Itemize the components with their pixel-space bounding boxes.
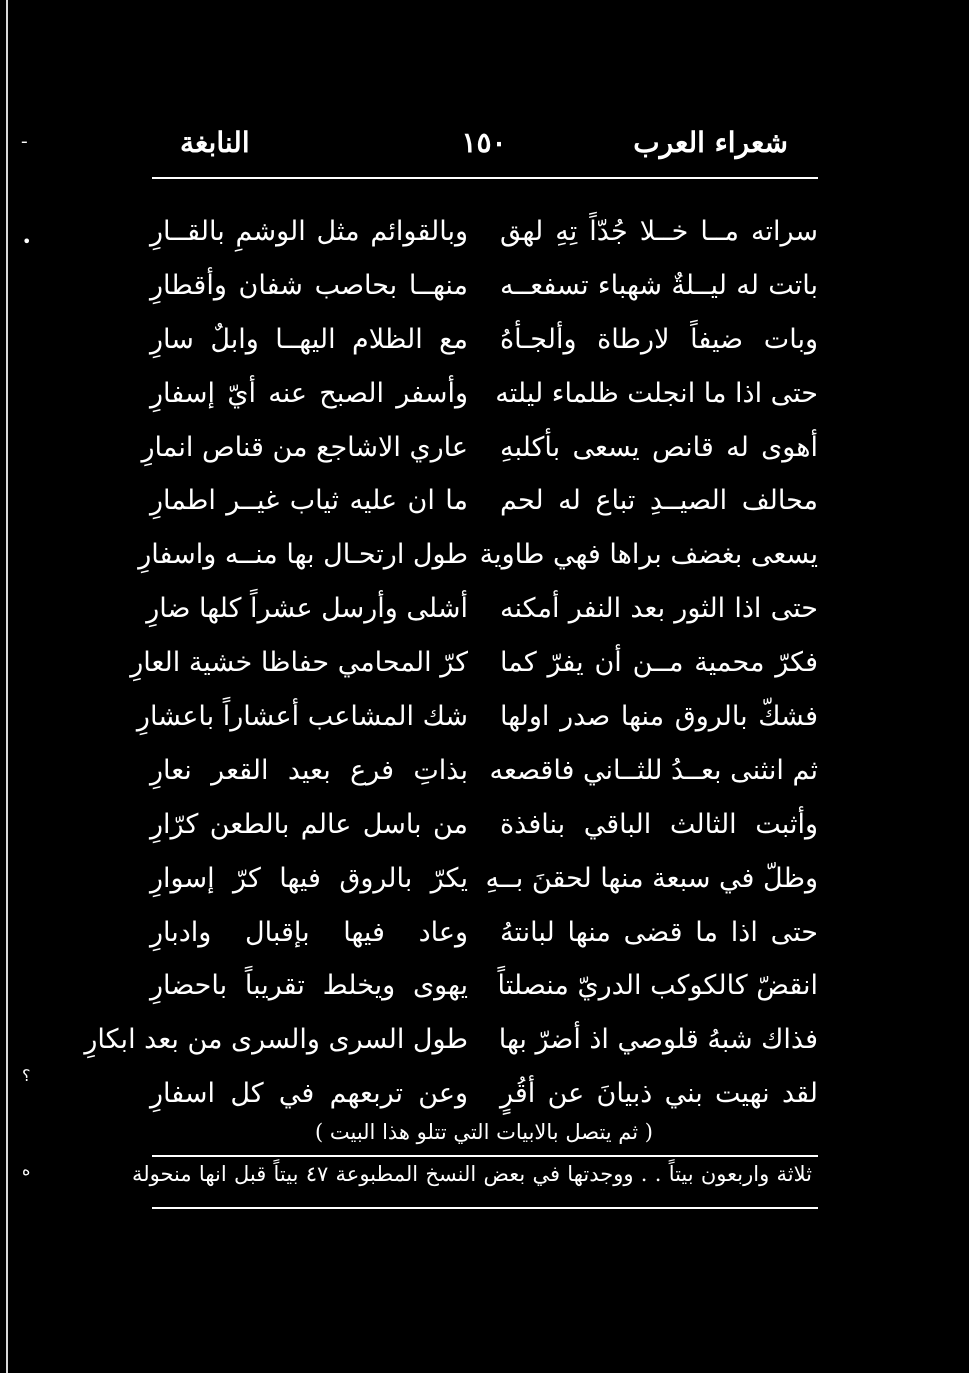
verse: [146, 587, 818, 641]
verse: [84, 1018, 818, 1072]
verse: [136, 695, 818, 749]
verse-second-hemistich: من باسل عالم بالطعن كرّارِ: [150, 808, 468, 840]
verse-second-hemistich: كرّ المحامي حفاظا خشية العارِ: [130, 647, 468, 679]
verse: [150, 318, 818, 372]
verse-first-hemistich: باتت له ليــلةٌ شهباء تسفعــه: [500, 269, 818, 301]
verse-second-hemistich: شك المشاعب أعشاراً باعشارِ: [136, 701, 468, 733]
verse-first-hemistich: وأثبت الثالث الباقي بنافذة: [500, 808, 818, 840]
verse: [150, 210, 818, 264]
verse: [150, 1072, 818, 1126]
verse-second-hemistich: بذاتِ فرع بعيد القعر نعارِ: [150, 754, 468, 786]
verse: [138, 533, 818, 587]
verse: [150, 857, 818, 911]
verse-second-hemistich: أشلى وأرسل عشراً كلها ضارِ: [146, 593, 468, 625]
verse-second-hemistich: يهوى ويخلط تقريباً باحضارِ: [150, 970, 468, 1002]
footnote: ثلاثة واربعون بيتاً . . ووجدتها في بعض النسخ المطبوعة ٤٧ بيتاً قبل انها منحولة: [132, 1162, 812, 1186]
margin-mark: •: [22, 232, 32, 251]
page-number: ١٥٠: [461, 126, 507, 159]
running-header: [150, 120, 818, 166]
verse-second-hemistich: عاري الاشاجع من قناص انمارِ: [141, 431, 468, 463]
margin-mark: ه: [22, 1160, 31, 1179]
verse-first-hemistich: وظلّ في سبعة منها لحقنَ بــهِ: [485, 862, 818, 894]
scan-edge-line: [6, 0, 8, 1373]
verse-first-hemistich: حتى اذا الثور بعد النفر أمكنه: [500, 593, 818, 625]
verse: [150, 911, 818, 965]
verse-second-hemistich: وعن تربعهم في كل اسفارِ: [150, 1078, 468, 1110]
verse-second-hemistich: ما ان عليه ثياب غيــر اطمارِ: [150, 485, 468, 517]
verse-first-hemistich: وبات ضيفاً لارطاة وألجـأهُ: [500, 323, 818, 355]
verse: [150, 372, 818, 426]
verse-first-hemistich: فشكّ بالروق منها صدر اولها: [500, 701, 818, 733]
margin-mark: ـ: [22, 128, 27, 147]
footnote-rule-top: [152, 1155, 818, 1157]
verse: [150, 964, 818, 1018]
verse-second-hemistich: وعاد فيها بإقبال وادبارِ: [150, 916, 468, 948]
verse: [141, 426, 818, 480]
margin-mark: ؟: [22, 1066, 31, 1085]
verse-first-hemistich: حتى اذا ما قضى منها لبانتهُ: [500, 916, 818, 948]
verse-second-hemistich: وبالقوائم مثل الوشمِ بالقــارِ: [150, 216, 468, 247]
verse-second-hemistich: مع الظلام اليهــا وابلٌ سارِ: [150, 323, 468, 355]
verse-second-hemistich: وأسفر الصبح عنه أيّ إسفارِ: [150, 377, 468, 409]
verse-first-hemistich: سراته مــا خــلا جُدّاً تِهِ لهق: [500, 216, 818, 247]
verse: [150, 803, 818, 857]
verse-second-hemistich: منهــا بحاصب شفان وأقطارِ: [150, 269, 468, 301]
verse-second-hemistich: يكرّ بالروق فيها كرّ إسوارِ: [150, 862, 468, 894]
poet-name: النابغة: [180, 126, 250, 159]
verse-first-hemistich: يسعى بغضف براها فهي طاوية: [479, 539, 818, 571]
verse-first-hemistich: حتى اذا ما انجلت ظلماء ليلته: [495, 377, 818, 409]
header-rule: [152, 177, 818, 179]
continuation-note: ( ثم يتصل بالابيات التي تتلو هذا البيت ): [315, 1120, 653, 1144]
verse: [150, 264, 818, 318]
verse-first-hemistich: فكرّ محمية مــن أن يفرّ كما: [500, 647, 818, 679]
verse-first-hemistich: محالف الصيــدِ تباع له لحم: [500, 485, 818, 517]
verse: [150, 479, 818, 533]
verse-first-hemistich: لقد نهيت بني ذبيانَ عن أقُرٍ: [500, 1078, 818, 1110]
verse-first-hemistich: أهوى له قانص يسعى بأكلبهِ: [500, 431, 818, 463]
verse-first-hemistich: انقضّ كالكوكب الدريّ منصلتاً: [497, 970, 818, 1002]
verse-second-hemistich: طول ارتحـال بها منــه واسفارِ: [138, 539, 468, 571]
verse-first-hemistich: فذاك شبهُ قلوصي اذ أضرّ بها: [498, 1024, 818, 1056]
verse: [130, 641, 818, 695]
poem-body: [84, 210, 818, 1126]
verse-first-hemistich: ثم انثنى بعــدُ للثــاني فاقصعه: [489, 754, 818, 786]
verse-second-hemistich: طول السرى والسرى من بعد ابكارِ: [84, 1024, 468, 1056]
book-title: شعراء العرب: [633, 126, 788, 159]
verse: [150, 749, 818, 803]
footnote-rule-bottom: [152, 1207, 818, 1209]
